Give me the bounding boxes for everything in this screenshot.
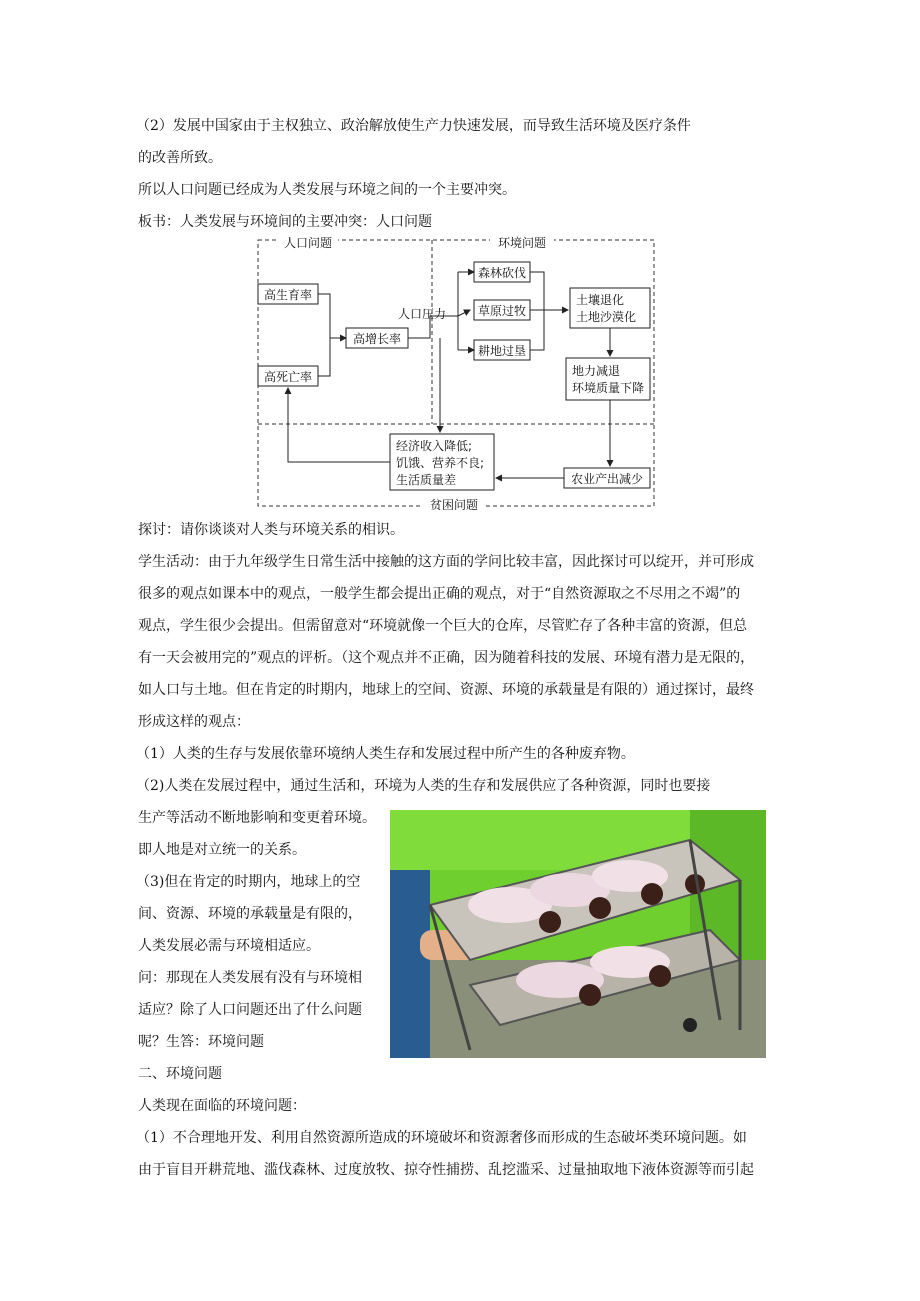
box-degradation-line1: 土壤退化 bbox=[576, 293, 625, 307]
box-economic-line2: 饥饿、营养不良; bbox=[396, 456, 485, 470]
paragraph-line: 所以人口问题已经成为人类发展与环境之间的一个主要冲突。 bbox=[138, 182, 516, 198]
pressure-label: 人口压力 bbox=[398, 307, 447, 321]
paragraph-line: 学生活动：由于九年级学生日常生活中接触的这方面的学问比较丰富，因此探讨可以绽开，并可形成 bbox=[138, 554, 754, 570]
paragraph-line: 如人口与土地。但在肯定的时期内，地球上的空间、资源、环境的承载量是有限的）通过探讨，最终 bbox=[138, 682, 754, 698]
paragraph-line: 由于盲目开耕荒地、滥伐森林、过度放牧、掠夺性捕捞、乱挖滥采、过量抽取地下液体资源等而引起 bbox=[138, 1162, 754, 1178]
paragraph-line: 生产等活动不断地影响和变更着环境。 bbox=[138, 810, 376, 826]
paragraph-line: 观点，学生很少会提出。但需留意对“环境就像一个巨大的仓库，尽管贮存了各种丰富的资源，但总 bbox=[138, 618, 748, 634]
paragraph-line: 即人地是对立统一的关系。 bbox=[138, 842, 306, 858]
box-fertility-line1: 地力减退 bbox=[572, 364, 621, 378]
newborns-cart-photo bbox=[390, 810, 766, 1058]
section-heading: 二、环境问题 bbox=[138, 1066, 222, 1082]
region-label-poverty: 贫困问题 bbox=[429, 498, 479, 510]
region-label-population: 人口问题 bbox=[283, 236, 333, 250]
paragraph-line: （3)但在肯定的时期内，地球上的空 bbox=[136, 874, 361, 890]
paragraph-line: （2)人类在发展过程中，通过生活和，环境为人类的生存和发展供应了各种资源，同时也要接 bbox=[136, 778, 711, 794]
box-fertility-line2: 环境质量下降 bbox=[572, 381, 645, 395]
box-economic-line1: 经济收入降低; bbox=[396, 439, 473, 453]
paragraph-line: 间、资源、环境的承载量是有限的， bbox=[138, 906, 362, 922]
population-environment-diagram bbox=[254, 236, 658, 510]
paragraph-line: （1）不合理地开发、利用自然资源所造成的环境破坏和资源奢侈而形成的生态破坏类环境问题。如 bbox=[136, 1130, 747, 1146]
paragraph-line: 探讨：请你谈谈对人类与环境关系的相识。 bbox=[138, 522, 404, 538]
box-overgraze-label: 草原过牧 bbox=[477, 304, 527, 318]
box-high-growth-label: 高增长率 bbox=[352, 332, 402, 346]
paragraph-line: （2）发展中国家由于主权独立、政治解放使生产力快速发展，而导致生活环境及医疗条件 bbox=[136, 118, 691, 134]
box-deforest-label: 森林砍伐 bbox=[477, 266, 527, 280]
box-agri-output-label: 农业产出减少 bbox=[570, 472, 644, 486]
paragraph-line: （1）人类的生存与发展依靠环境纳人类生存和发展过程中所产生的各种废弃物。 bbox=[136, 746, 635, 762]
box-degradation-line2: 土地沙漠化 bbox=[576, 310, 637, 324]
paragraph-line: 形成这样的观点： bbox=[138, 714, 250, 730]
box-high-birth-label: 高生育率 bbox=[263, 288, 313, 302]
box-high-death-label: 高死亡率 bbox=[263, 370, 313, 384]
paragraph-line: 问：那现在人类发展有没有与环境相 bbox=[138, 970, 362, 986]
box-overcultivate-label: 耕地过垦 bbox=[477, 344, 527, 358]
region-label-environment: 环境问题 bbox=[497, 236, 547, 250]
box-economic-line3: 生活质量差 bbox=[396, 473, 457, 487]
paragraph-line: 适应？除了人口问题还出了什么问题 bbox=[138, 1002, 362, 1018]
paragraph-line: 的改善所致。 bbox=[138, 150, 222, 166]
paragraph-line: 人类现在面临的环境问题： bbox=[138, 1098, 306, 1114]
paragraph-line: 很多的观点如课本中的观点，一般学生都会提出正确的观点，对于“自然资源取之不尽用之不竭”的 bbox=[138, 586, 741, 602]
paragraph-line: 呢？生答：环境问题 bbox=[138, 1034, 264, 1050]
paragraph-line: 人类发展必需与环境相适应。 bbox=[138, 938, 320, 954]
blackboard-title: 板书：人类发展与环境间的主要冲突：人口问题 bbox=[138, 214, 432, 230]
paragraph-line: 有一天会被用完的”观点的评析。（这个观点并不正确，因为随着科技的发展、环境有潜力是无限的， bbox=[138, 650, 755, 666]
